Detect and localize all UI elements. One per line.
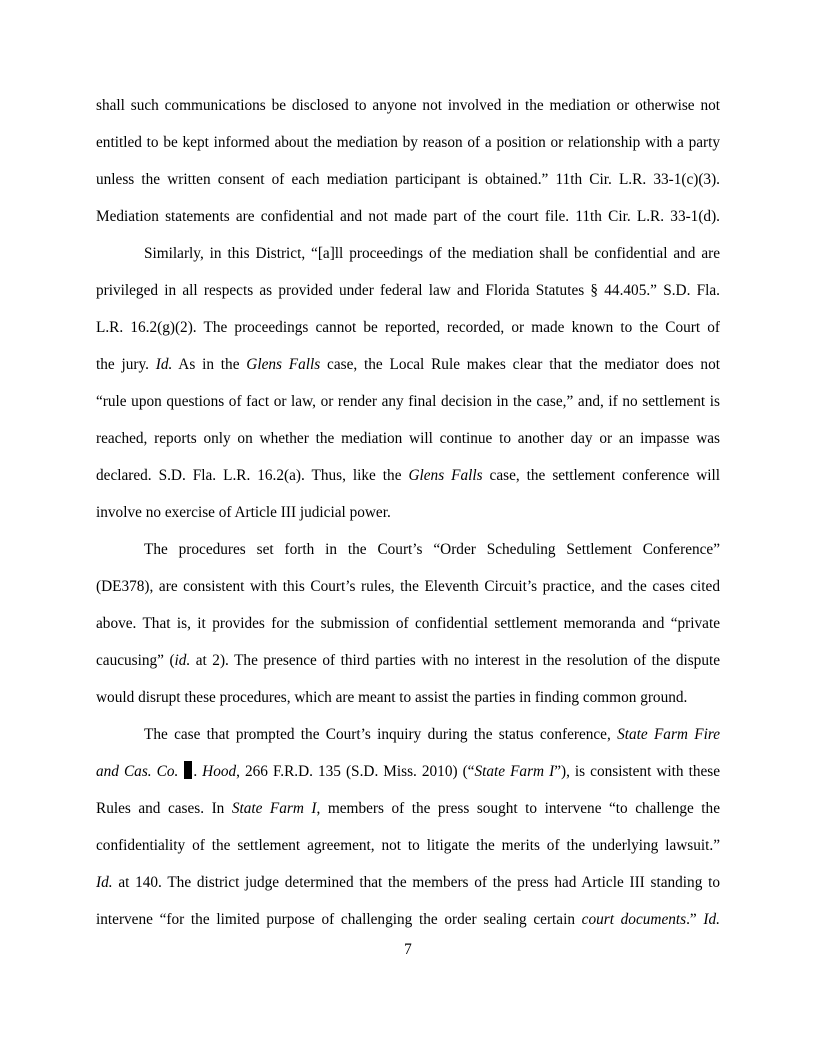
text-run: declared. S.D. Fla. L.R. 16.2(a). Thus, like the bbox=[96, 467, 409, 484]
text-line bbox=[96, 204, 720, 241]
text-line bbox=[96, 870, 720, 907]
italic-text: Id. bbox=[155, 356, 173, 373]
text-run: intervene “for the limited purpose of challenging the order sealing certain bbox=[96, 911, 582, 928]
text-line bbox=[96, 500, 720, 537]
text-run: entitled to be kept informed about the mediation by reason of a position or relationship with a party bbox=[96, 134, 720, 151]
italic-text: Id. bbox=[96, 874, 113, 891]
text-line bbox=[96, 93, 720, 130]
text-run: above. That is, it provides for the submission of confidential settlement memoranda and “private bbox=[96, 615, 720, 632]
text-line bbox=[96, 315, 720, 352]
italic-text: Glens Falls bbox=[408, 467, 483, 484]
text-run: case, the Local Rule makes clear that the mediator does not bbox=[320, 356, 720, 373]
redaction-bar bbox=[184, 761, 192, 779]
text-run: unless the written consent of each mediation participant is obtained.” 11th Cir. L.R. 33-1(c)(3). bbox=[96, 171, 720, 188]
italic-text: and Cas. Co. bbox=[96, 763, 179, 780]
italic-text: court documents bbox=[581, 911, 687, 928]
text-run: Mediation statements are confidential and not made part of the court file. 11th Cir. L.R. 33-1(d). bbox=[96, 208, 720, 225]
page-number: 7 bbox=[404, 941, 412, 958]
text-line bbox=[96, 685, 720, 722]
text-run: shall such communications be disclosed to anyone not involved in the mediation or otherwise not bbox=[96, 97, 720, 114]
text-run: involve no exercise of Article III judicial power. bbox=[96, 504, 391, 521]
text-line bbox=[96, 278, 720, 315]
text-run: The procedures set forth in the Court’s “Order Scheduling Settlement Conference” bbox=[144, 541, 720, 558]
text-line bbox=[96, 574, 720, 611]
text-line bbox=[96, 537, 720, 574]
text-run: privileged in all respects as provided under federal law and Florida Statutes § 44.405.” S.D. Fla. bbox=[96, 282, 720, 299]
text-run: As in the bbox=[172, 356, 247, 373]
text-line bbox=[96, 722, 720, 759]
text-line bbox=[96, 130, 720, 167]
italic-text: id. bbox=[174, 652, 191, 669]
text-line bbox=[96, 796, 720, 833]
text-line bbox=[96, 611, 720, 648]
italic-text: State Farm I bbox=[474, 763, 555, 780]
text-run: at 2). The presence of third parties with no interest in the resolution of the dispute bbox=[190, 652, 721, 669]
text-run: would disrupt these procedures, which are meant to assist the parties in finding common ground. bbox=[96, 689, 688, 706]
text-run: caucusing” ( bbox=[96, 652, 175, 669]
italic-text: State Farm I bbox=[231, 800, 317, 817]
text-run: , members of the press sought to intervene “to challenge the bbox=[316, 800, 720, 817]
document-body bbox=[96, 93, 720, 944]
text-run: , 266 F.R.D. 135 (S.D. Miss. 2010) (“ bbox=[236, 763, 475, 780]
text-line bbox=[96, 167, 720, 204]
text-run: . bbox=[193, 763, 203, 780]
text-run: confidentiality of the settlement agreement, not to litigate the merits of the underlying lawsuit.” bbox=[96, 837, 720, 854]
text-line bbox=[96, 426, 720, 463]
text-run: ”), is consistent with these bbox=[554, 763, 720, 780]
text-run: The case that prompted the Court’s inquiry during the status conference, bbox=[144, 726, 618, 743]
text-run: at 140. The district judge determined that the members of the press had Article III standing to bbox=[112, 874, 720, 891]
text-run: Rules and cases. In bbox=[96, 800, 232, 817]
italic-text: State Farm Fire bbox=[617, 726, 721, 743]
text-line bbox=[96, 648, 720, 685]
italic-text: Glens Falls bbox=[246, 356, 321, 373]
text-run: L.R. 16.2(g)(2). The proceedings cannot be reported, recorded, or made known to the Court of bbox=[96, 319, 720, 336]
text-run: Similarly, in this District, “[a]ll proceedings of the mediation shall be confidential and are bbox=[144, 245, 720, 262]
text-run: case, the settlement conference will bbox=[482, 467, 720, 484]
text-line bbox=[96, 907, 720, 944]
text-run: .” bbox=[686, 911, 704, 928]
text-line bbox=[96, 352, 720, 389]
text-run: the jury. bbox=[96, 356, 156, 373]
italic-text: Id. bbox=[703, 911, 720, 928]
text-run: (DE378), are consistent with this Court’s rules, the Eleventh Circuit’s practice, and the cases cited bbox=[96, 578, 720, 595]
text-run: “rule upon questions of fact or law, or render any final decision in the case,” and, if no settlement is bbox=[96, 393, 720, 410]
text-line bbox=[96, 241, 720, 278]
text-line bbox=[96, 389, 720, 426]
text-line bbox=[96, 463, 720, 500]
italic-text: Hood bbox=[202, 763, 237, 780]
text-line bbox=[96, 833, 720, 870]
text-run bbox=[178, 763, 183, 780]
text-run: reached, reports only on whether the mediation will continue to another day or an impasse was bbox=[96, 430, 720, 447]
text-line bbox=[96, 759, 720, 796]
